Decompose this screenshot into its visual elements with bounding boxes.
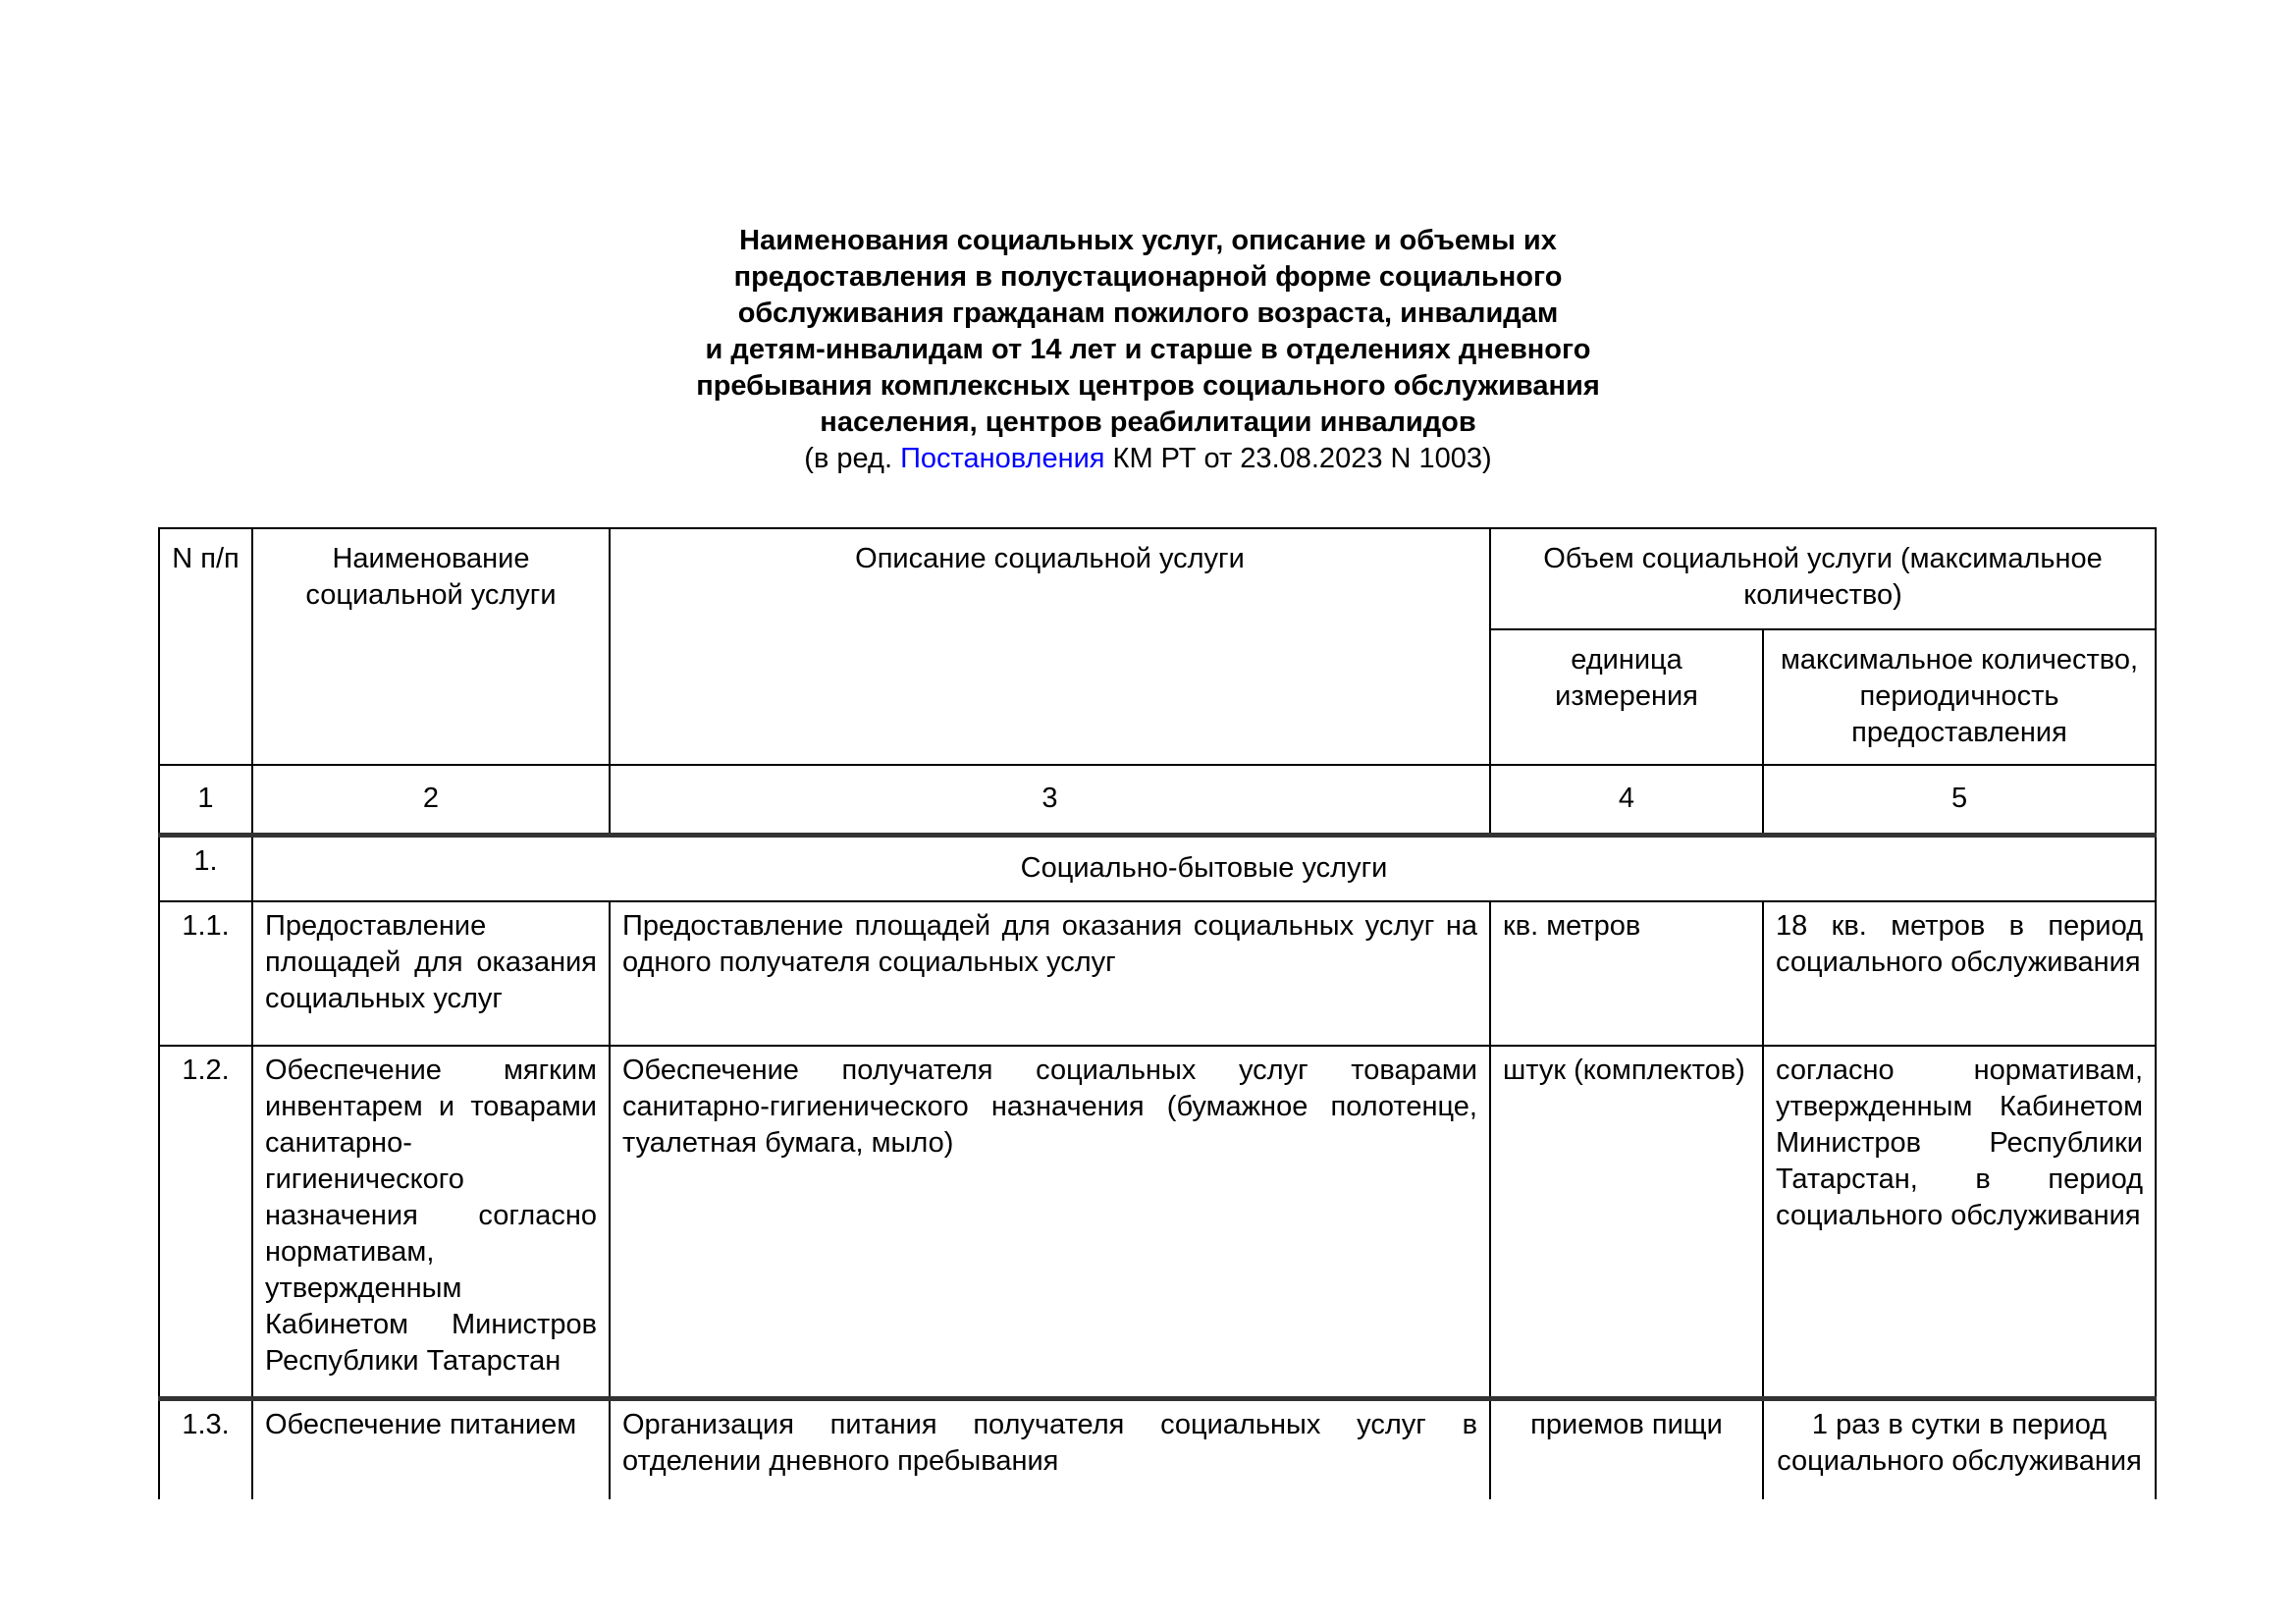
- column-number-cell: 4: [1490, 765, 1763, 835]
- title-line: и детям-инвалидам от 14 лет и старше в отделениях дневного: [705, 334, 1591, 365]
- service-row: [159, 901, 2156, 1046]
- section-number-cell: 1.: [159, 835, 252, 901]
- service-description-cell: Организация питания получателя социальных услуг в отделении дневного пребывания: [610, 1398, 1490, 1499]
- amendment-link[interactable]: Постановления: [900, 443, 1105, 474]
- header-col-description: Описание социальной услуги: [610, 528, 1490, 765]
- header-volume-group: Объем социальной услуги (максимальное количество): [1490, 528, 2156, 629]
- service-name-cell: Обеспечение мягким инвентарем и товарами санитарно-гигиенического назначения согласно нормативам, утвержденным Кабинетом Министров Республики Татарстан: [252, 1046, 610, 1398]
- title-line: предоставления в полустационарной форме социального: [733, 261, 1563, 293]
- amendment-suffix: КМ РТ от 23.08.2023 N 1003): [1104, 443, 1492, 474]
- title-line: пребывания комплексных центров социального обслуживания: [696, 370, 1600, 402]
- amendment-prefix: (в ред.: [804, 443, 901, 474]
- service-description-cell: Обеспечение получателя социальных услуг товарами санитарно-гигиенического назначения (бумажное полотенце, туалетная бумага, мыло): [610, 1046, 1490, 1398]
- row-number-cell: 1.2.: [159, 1046, 252, 1398]
- services-table-container: [158, 527, 2161, 1499]
- page-title: [0, 223, 2296, 477]
- row-number-cell: 1.3.: [159, 1398, 252, 1499]
- service-name-cell: Обеспечение питанием: [252, 1398, 610, 1499]
- column-number-cell: 5: [1763, 765, 2156, 835]
- unit-cell: приемов пищи: [1490, 1398, 1763, 1499]
- unit-cell: штук (комплектов): [1490, 1046, 1763, 1398]
- amendment-line: [0, 441, 2296, 477]
- service-description-cell: Предоставление площадей для оказания социальных услуг на одного получателя социальных услуг: [610, 901, 1490, 1046]
- title-line: обслуживания гражданам пожилого возраста, инвалидам: [737, 298, 1559, 329]
- service-name-cell: Предоставление площадей для оказания социальных услуг: [252, 901, 610, 1046]
- header-col-name: Наименование социальной услуги: [252, 528, 610, 765]
- row-number-cell: 1.1.: [159, 901, 252, 1046]
- header-col-max: максимальное количество, периодичность предоставления: [1763, 629, 2156, 765]
- service-row: [159, 1398, 2156, 1499]
- column-number-cell: 3: [610, 765, 1490, 835]
- column-number-cell: 2: [252, 765, 610, 835]
- services-table: [158, 527, 2157, 1499]
- header-col-num: N п/п: [159, 528, 252, 765]
- section-title-cell: Социально-бытовые услуги: [252, 835, 2156, 901]
- title-line: населения, центров реабилитации инвалидов: [820, 406, 1476, 438]
- volume-cell: 1 раз в сутки в период социального обслуживания: [1763, 1398, 2156, 1499]
- column-number-cell: 1: [159, 765, 252, 835]
- service-row: [159, 1046, 2156, 1398]
- volume-cell: 18 кв. метров в период социального обслуживания: [1763, 901, 2156, 1046]
- volume-cell: согласно нормативам, утвержденным Кабинетом Министров Республики Татарстан, в период социального обслуживания: [1763, 1046, 2156, 1398]
- header-col-unit: единица измерения: [1490, 629, 1763, 765]
- unit-cell: кв. метров: [1490, 901, 1763, 1046]
- title-line: Наименования социальных услуг, описание и объемы их: [739, 225, 1557, 256]
